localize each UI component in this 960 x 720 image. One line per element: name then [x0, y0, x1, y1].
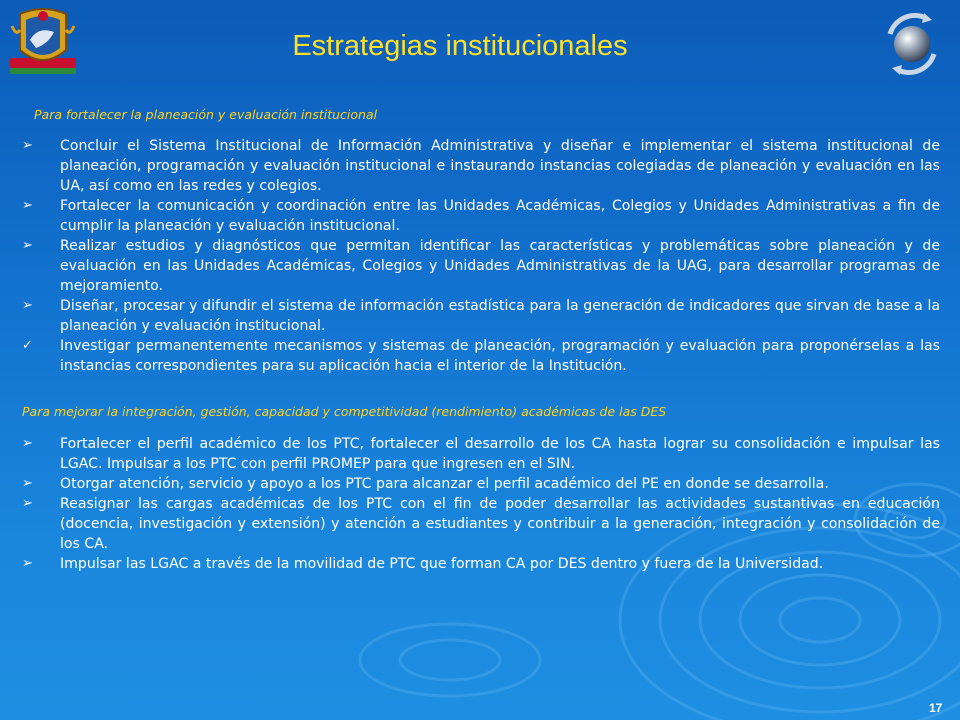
- list-item: [22, 136, 940, 196]
- section-heading-des: Para mejorar la integración, gestión, capacidad y competitividad (rendimiento) académicas de las DES: [22, 404, 667, 419]
- list-item-text: Investigar permanentemente mecanismos y sistemas de planeación, programación y evaluación para proponérselas a las instancias correspondientes para su aplicación hacia el interior de la Institución.: [60, 338, 940, 374]
- list-item: [22, 434, 940, 474]
- list-item: [22, 296, 940, 336]
- section-heading-planeacion: Para fortalecer la planeación y evaluación institucional: [34, 107, 378, 122]
- list-item-text: Fortalecer la comunicación y coordinación entre las Unidades Académicas, Colegios y Unidades Administrativas a fin de cumplir la planeación y evaluación institucional.: [60, 198, 940, 234]
- strategy-list-des: [22, 434, 940, 574]
- list-item-text: Realizar estudios y diagnósticos que permitan identificar las características y problemáticas sobre planeación y de evaluación en las Unidades Académicas, Colegios y Unidades Administrativas de la UAG, para desarrollar programas de mejoramiento.: [60, 238, 940, 294]
- list-item-text: Impulsar las LGAC a través de la movilidad de PTC que forman CA por DES dentro y fuera de la Universidad.: [60, 556, 824, 572]
- arrow-bullet-icon: ➢: [22, 138, 33, 153]
- list-item-text: Fortalecer el perfil académico de los PTC, fortalecer el desarrollo de los CA hasta lograr su consolidación e impulsar las LGAC. Impulsar a los PTC con perfil PROMEP para que ingresen en el SIN.: [60, 436, 940, 472]
- page-number: 17: [929, 701, 943, 715]
- list-item: [22, 474, 940, 494]
- check-bullet-icon: ✓: [22, 338, 33, 353]
- arrow-bullet-icon: ➢: [22, 238, 33, 253]
- list-item-text: Otorgar atención, servicio y apoyo a los PTC para alcanzar el perfil académico del PE en donde se desarrolla.: [60, 476, 829, 492]
- list-item: [22, 494, 940, 554]
- list-item: [22, 196, 940, 236]
- list-item: [22, 236, 940, 296]
- arrow-bullet-icon: ➢: [22, 476, 33, 491]
- arrow-bullet-icon: ➢: [22, 198, 33, 213]
- arrow-bullet-icon: ➢: [22, 496, 33, 511]
- list-item-text: Concluir el Sistema Institucional de Información Administrativa y diseñar e implementar el sistema institucional de planeación, programación y evaluación institucional e instaurando instancias colegiadas de planeación y evaluación en las UA, así como en las redes y colegios.: [60, 138, 940, 194]
- arrow-bullet-icon: ➢: [22, 298, 33, 313]
- arrow-bullet-icon: ➢: [22, 436, 33, 451]
- strategy-list-planeacion: [22, 136, 940, 376]
- list-item-text: Reasignar las cargas académicas de los PTC con el fin de poder desarrollar las actividades sustantivas en educación (docencia, investigación y extensión) y atención a estudiantes y contribuir a la generación, integración y consolidación de los CA.: [60, 496, 940, 552]
- list-item: [22, 554, 940, 574]
- slide-title: Estrategias institucionales: [292, 30, 628, 62]
- list-item-text: Diseñar, procesar y difundir el sistema de información estadística para la generación de indicadores que sirvan de base a la planeación y evaluación institucional.: [60, 298, 940, 334]
- arrow-bullet-icon: ➢: [22, 556, 33, 571]
- list-item: [22, 336, 940, 376]
